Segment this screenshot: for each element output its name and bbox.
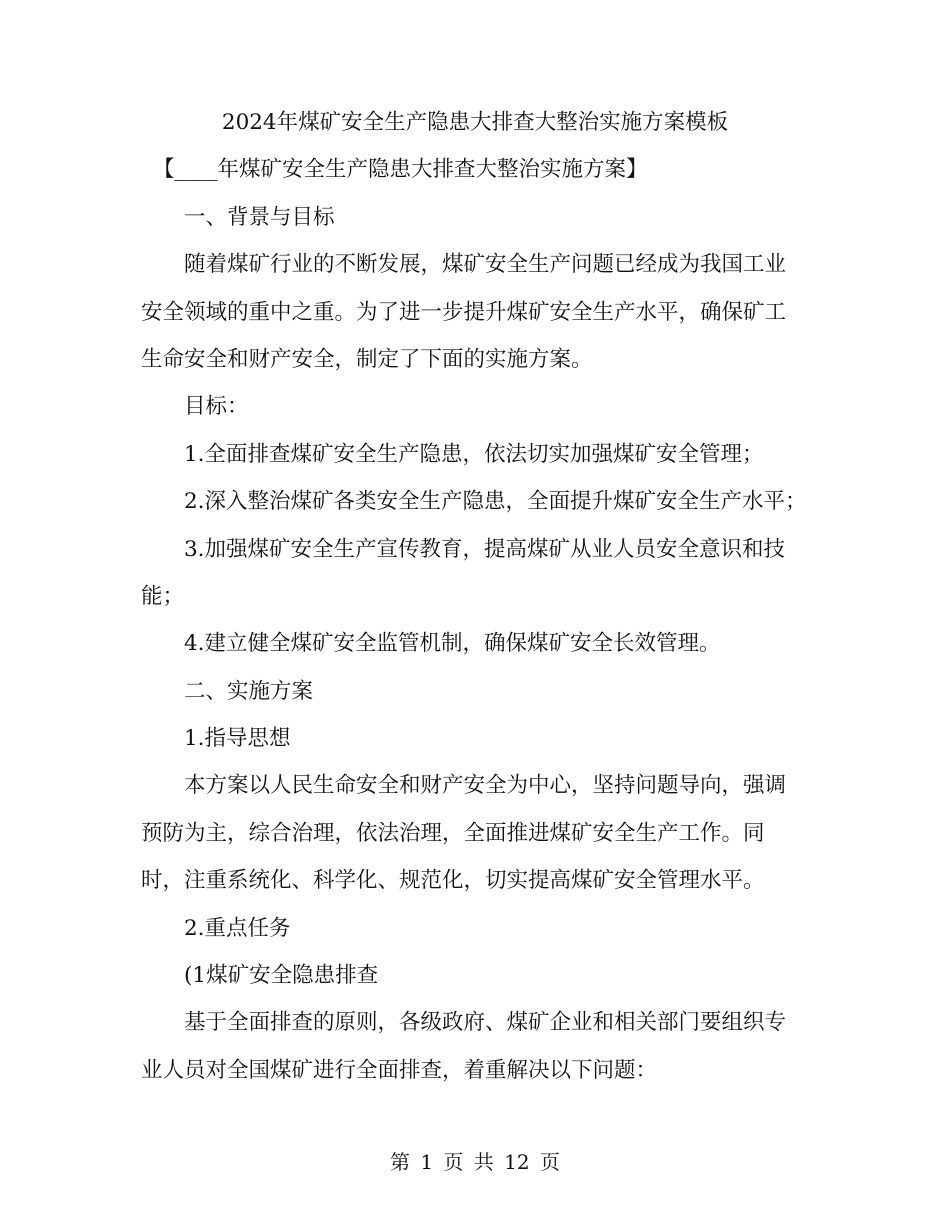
task-heading: (1煤矿安全隐患排查 [184, 963, 379, 989]
paragraph-line: 生命安全和财产安全，制定了下面的实施方案。 [141, 346, 593, 372]
goal-item: 3.加强煤矿安全生产宣传教育，提高煤矿从业人员安全意识和技 [184, 536, 786, 562]
goal-item-continued: 能； [141, 583, 185, 609]
document-subtitle: 【____年煤矿安全生产隐患大排查大整治实施方案】 [153, 157, 648, 183]
goals-label: 目标： [184, 394, 249, 420]
section-heading: 二、实施方案 [184, 678, 314, 704]
subsection-heading: 2.重点任务 [184, 915, 291, 941]
paragraph-line: 本方案以人民生命安全和财产安全为中心，坚持问题导向，强调 [184, 773, 787, 799]
paragraph-line: 预防为主，综合治理，依法治理，全面推进煤矿安全生产工作。同 [141, 820, 765, 846]
paragraph-line: 随着煤矿行业的不断发展，煤矿安全生产问题已经成为我国工业 [184, 252, 787, 278]
subsection-heading: 1.指导思想 [184, 726, 291, 752]
paragraph-line: 安全领域的重中之重。为了进一步提升煤矿安全生产水平，确保矿工 [141, 299, 787, 325]
document-page [0, 99, 950, 1094]
section-heading: 一、背景与目标 [184, 204, 335, 230]
goal-item: 1.全面排查煤矿安全生产隐患，依法切实加强煤矿安全管理； [184, 441, 764, 467]
paragraph-line: 时，注重系统化、科学化、规范化，切实提高煤矿安全管理水平。 [141, 868, 765, 894]
paragraph-line: 业人员对全国煤矿进行全面排查，着重解决以下问题： [141, 1057, 658, 1083]
document-title: 2024年煤矿安全生产隐患大排查大整治实施方案模板 [221, 110, 729, 135]
paragraph-line: 基于全面排查的原则，各级政府、煤矿企业和相关部门要组织专 [184, 1010, 787, 1036]
page-number-footer: 第 1 页 共 12 页 [390, 1150, 560, 1174]
goal-item: 4.建立健全煤矿安全监管机制，确保煤矿安全长效管理。 [184, 631, 721, 657]
goal-item: 2.深入整治煤矿各类安全生产隐患，全面提升煤矿安全生产水平； [184, 489, 807, 515]
